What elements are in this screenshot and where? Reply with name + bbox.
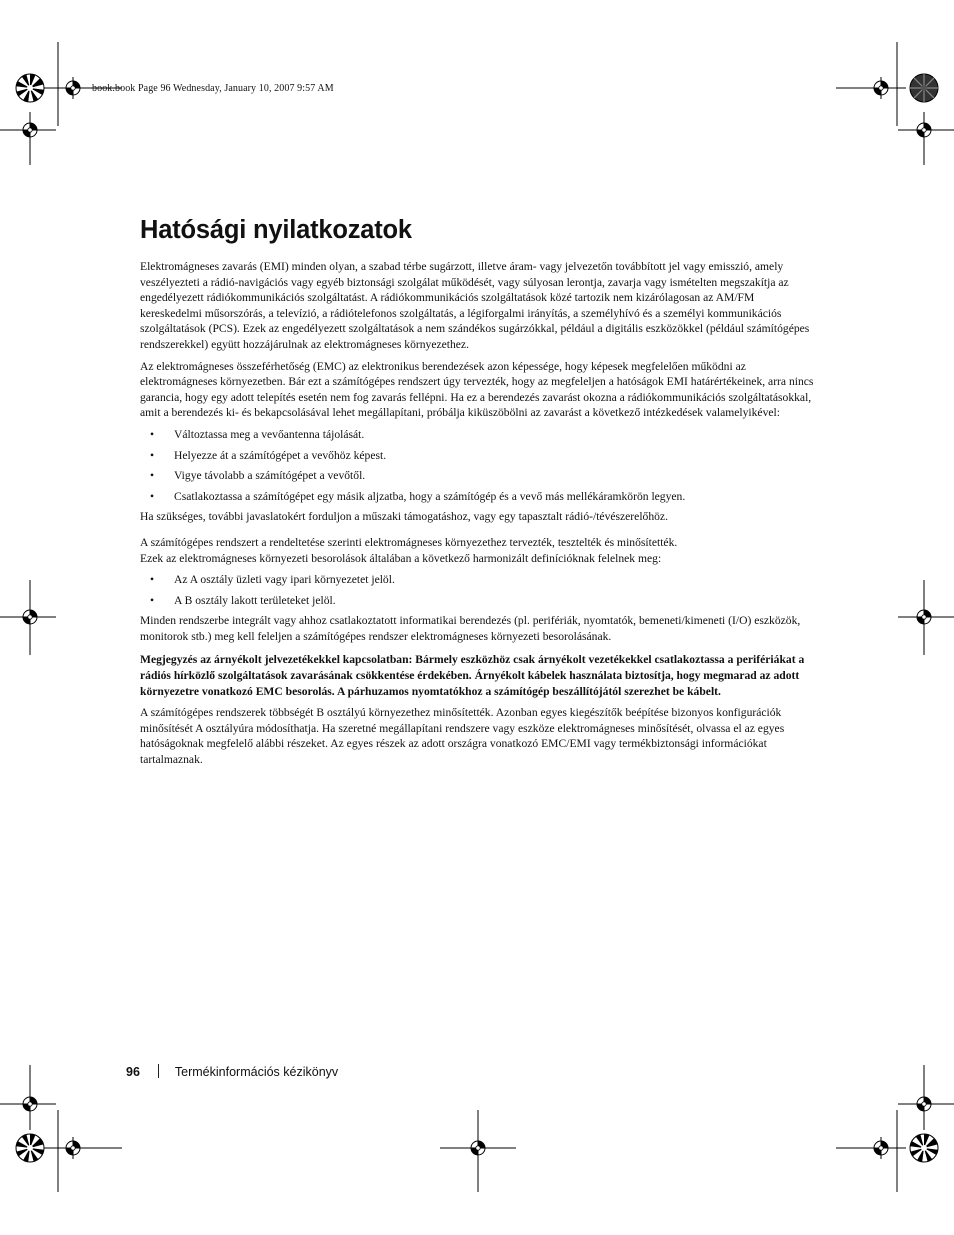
paragraph-class-b: A számítógépes rendszerek többségét B osztályú környezethez minősítették. Azonban egyes kiegészítők beépítése bizonyos konfigurációk minősítését A osztályúra módosíthatja. Ha szeretné megállapítani rendszere vagy eszköze elektromágneses minősítését, olvassa el az egyes hatóságoknak megfelelő alábbi részeket. Az egyes részek az adott országra vonatkozó EMC/EMI vagy termékbiztonsági információkat tartalmaznak. — [140, 706, 785, 767]
paragraph-classification-definitions: Ezek az elektromágneses környezeti besorolások általában a következő harmonizált definícióknak felelnek meg: — [140, 551, 662, 565]
list-item — [140, 572, 816, 588]
bullet-icon: • — [150, 448, 155, 462]
list-item-text: Helyezze át a számítógépet a vevőhöz képest. — [174, 448, 387, 462]
page-content — [140, 216, 816, 774]
list-item — [140, 448, 816, 464]
list-item — [140, 427, 816, 443]
paragraph-it-equipment: Minden rendszerbe integrált vagy ahhoz csatlakoztatott informatikai berendezés (pl. perifériák, nyomtatók, bemeneti/kimeneti (I/O) eszközök, monitorok stb.) meg kell feleljen a számítógépes rendszer elektromágneses környezeti besorolásának. — [140, 614, 801, 643]
list-item-text: Változtassa meg a vevőantenna tájolását. — [174, 427, 365, 441]
print-header: book.book Page 96 Wednesday, January 10, 2007 9:57 AM — [92, 83, 334, 94]
bullet-icon: • — [150, 427, 155, 441]
classes-list — [140, 572, 816, 608]
list-item-text: A B osztály lakott területeket jelöl. — [174, 593, 336, 607]
bullet-icon: • — [150, 593, 155, 607]
list-item-text: Csatlakoztassa a számítógépet egy másik aljzatba, hogy a számítógép és a vevő más mellékáramkörön legyen. — [174, 489, 686, 503]
list-item-text: Az A osztály üzleti vagy ipari környezetet jelöl. — [174, 573, 395, 587]
paragraph-classification: A számítógépes rendszert a rendeltetése szerinti elektromágneses környezethez tervezték, tesztelték és minősítették. — [140, 535, 678, 549]
paragraph-support: Ha szükséges, további javaslatokért forduljon a műszaki támogatáshoz, vagy egy tapasztalt rádió-/tévészerelőhöz. — [140, 510, 668, 524]
paragraph-emi: Elektromágneses zavarás (EMI) minden olyan, a szabad térbe sugárzott, illetve áram- vagy jelvezetőn továbbított jel vagy emisszió, amely veszélyezteti a rádió-navigációs vagy egyéb biztonsági szolgálat működését, vagy súlyosan lerontja, zavarja vagy ismételten megszakítja az engedélyezett rádiókommunikációs szolgáltatást. A rádiókommunikációs szolgáltatások közé tartozik nem kizárólagosan az AM/FM kereskedelmi műsorszórás, a televízió, a rádiótelefonos szolgáltatás, a légiforgalmi irányítás, a személyhívó és a személyi kommunikációs szolgáltatások (PCS). Ezek az engedélyezett szolgáltatások a nem szándékos sugárzókkal, például a digitális eszközökkel (például számítógépes rendszerekkel) együtt hozzájárulnak az elektromágneses környezethez. — [140, 260, 810, 351]
book-title: Termékinformációs kézikönyv — [174, 1065, 339, 1079]
paragraph-emc: Az elektromágneses összeférhetőség (EMC) az elektronikus berendezések azon képessége, hogy képesek megfelelően működni az elektromágneses környezetben. Bár ezt a számítógépes rendszert úgy tervezték, hogy az megfeleljen a hatóságok EMI határértékeinek, arra nincs garancia, hogy egy adott telepítés esetén nem fog zavarás fellépni. Ha ez a berendezés zavarást okozna a rádiókommunikációs szolgáltatásokkal, amit a berendezés ki- és bekapcsolásával lehet megállapítani, próbálja kiküszöbölni az zavarást a következő intézkedések valamelyikével: — [140, 359, 814, 420]
list-item-text: Vigye távolabb a számítógépet a vevőtől. — [174, 469, 366, 483]
footer-divider — [158, 1064, 159, 1078]
note-shielded-cables: Megjegyzés az árnyékolt jelvezetékekkel kapcsolatban: Bármely eszközhöz csak árnyékolt vezetékekkel csatlakoztassa a perifériákat a rádiós hírközlő szolgáltatások zavarásának csökkentése érdekében. Árnyékolt kábelek használata biztosítja, hogy megmarad az adott környezetre vonatkozó EMC besorolás. A párhuzamos nyomtatókhoz a számítógép beszállítójától szerezhet be kábelt. — [140, 653, 805, 698]
list-item — [140, 593, 816, 609]
list-item — [140, 489, 816, 505]
bullet-icon: • — [150, 489, 155, 503]
measures-list — [140, 427, 816, 504]
list-item — [140, 468, 816, 484]
bullet-icon: • — [150, 469, 155, 483]
page-footer — [126, 1064, 338, 1079]
page-number: 96 — [126, 1065, 140, 1079]
page-title: Hatósági nyilatkozatok — [140, 216, 412, 244]
bullet-icon: • — [150, 573, 155, 587]
